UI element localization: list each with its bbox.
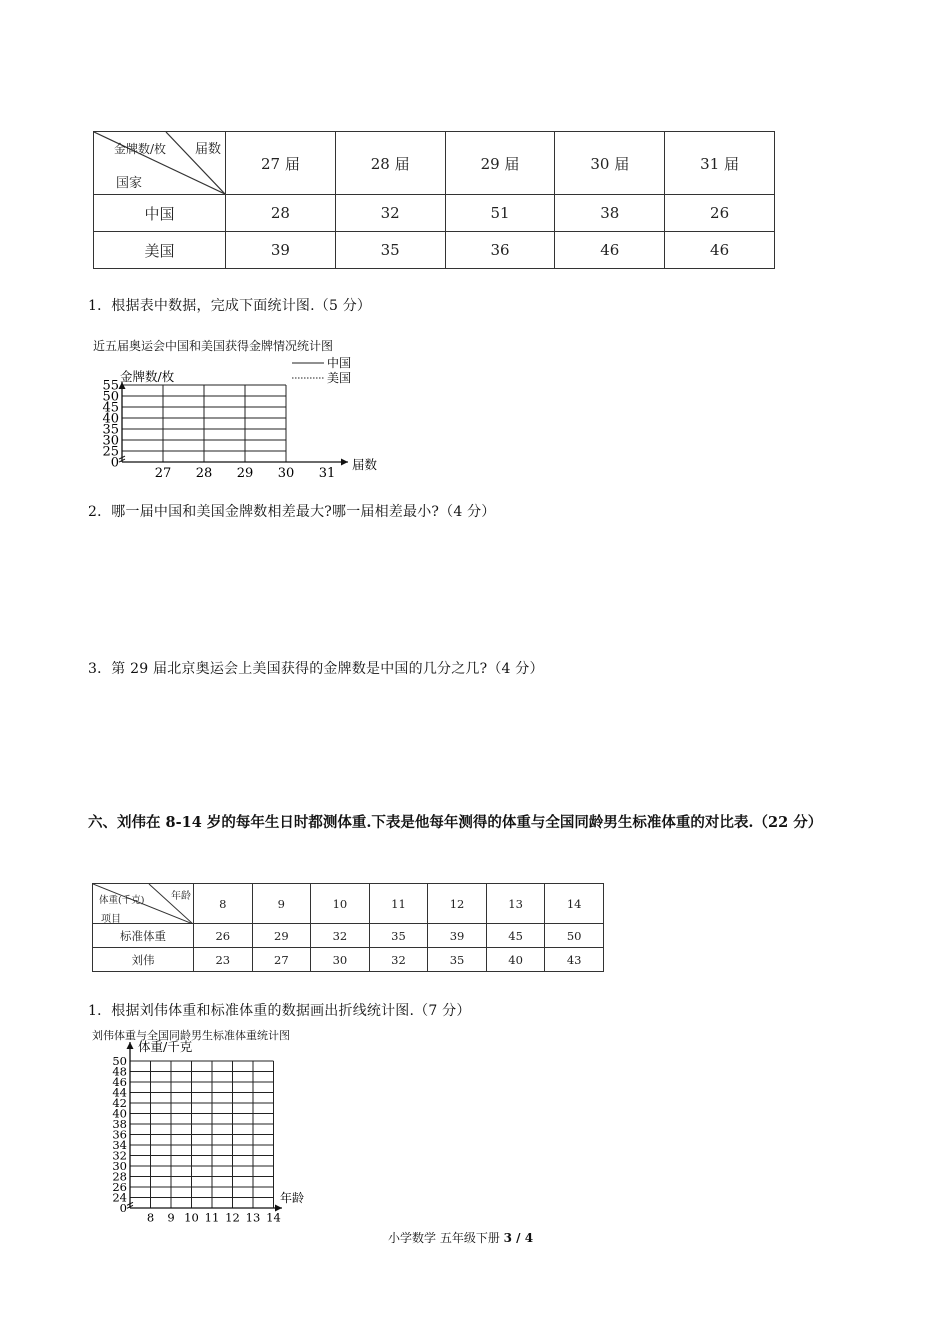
chart2-ytick: 40 [112, 1106, 127, 1121]
legend-china: 中国 [327, 356, 352, 370]
chart1-xlabel: 届数 [352, 457, 378, 472]
chart1-xtick: 30 [277, 466, 295, 478]
table1-cell: 38 [555, 195, 665, 232]
table1-cell: 46 [555, 232, 665, 269]
table1-header: 29 届 [445, 132, 555, 195]
table2-corner-bottom: 项目 [101, 914, 121, 925]
chart2-ytick: 34 [112, 1138, 127, 1153]
chart1-xtick: 28 [195, 466, 213, 478]
table1-corner-cell [94, 132, 226, 195]
table1-corner-top: 届数 [194, 142, 221, 157]
chart1-xtick: 27 [154, 466, 172, 478]
table2-cell: 26 [194, 924, 253, 948]
chart2-ytick: 24 [112, 1190, 127, 1205]
footer-text: 小学数学 五年级下册 [388, 1231, 504, 1245]
table1-corner-bottom: 国家 [116, 176, 143, 191]
chart1-ytick: 30 [102, 433, 119, 449]
chart1-xtick: 31 [318, 466, 336, 478]
table2-corner-mid: 体重(千克) [99, 895, 145, 906]
chart1-ytick: 40 [102, 411, 119, 427]
table2-row-label: 刘伟 [93, 948, 194, 972]
table2-header: 11 [369, 884, 428, 924]
chart1-ytick: 45 [102, 400, 119, 416]
table1-cell: 46 [665, 232, 775, 269]
chart1-ytick: 0 [110, 455, 119, 471]
chart2-grid [100, 1040, 310, 1225]
table2-cell: 50 [545, 924, 604, 948]
question-3: 3．第 29 届北京奥运会上美国获得的金牌数是中国的几分之几?（4 分） [88, 661, 544, 677]
table2-cell: 23 [194, 948, 253, 972]
table-row [93, 948, 604, 972]
table2-cell: 30 [311, 948, 370, 972]
chart2-xtick: 9 [167, 1210, 175, 1225]
table2-cell: 35 [369, 924, 428, 948]
table1-row-label: 美国 [94, 232, 226, 269]
chart2-y-arrow-icon [127, 1042, 134, 1049]
chart2-ytick: 50 [112, 1054, 127, 1069]
chart1-ytick: 35 [102, 422, 119, 438]
chart2-ytick: 46 [112, 1075, 127, 1090]
chart2-title: 刘伟体重与全国同龄男生标准体重统计图 [92, 1029, 290, 1042]
chart2-xtick: 13 [245, 1210, 261, 1225]
chart2-ytick: 44 [112, 1085, 127, 1100]
chart2-ytick: 28 [112, 1169, 127, 1184]
page-number: 3 / 4 [503, 1231, 534, 1245]
chart1-ytick: 25 [102, 444, 119, 460]
chart1-grid [80, 352, 400, 478]
table2-cell: 32 [369, 948, 428, 972]
chart2-xtick: 12 [225, 1210, 240, 1225]
legend-usa: 美国 [327, 371, 352, 385]
chart1-legend [292, 355, 351, 385]
table1-header: 27 届 [226, 132, 336, 195]
chart1-ytick: 55 [102, 378, 119, 394]
table-row [94, 232, 775, 269]
page-footer [388, 1229, 533, 1246]
chart1-title: 近五届奥运会中国和美国获得金牌情况统计图 [93, 339, 334, 353]
table1-row-label: 中国 [94, 195, 226, 232]
table-row [93, 924, 604, 948]
chart2-ylabel: 体重/千克 [138, 1040, 193, 1054]
chart2-ytick: 26 [112, 1180, 127, 1195]
table2-cell: 27 [252, 948, 311, 972]
table2-cell: 35 [428, 948, 487, 972]
chart2-ytick: 30 [112, 1159, 127, 1174]
table1-corner-mid: 金牌数/枚 [114, 142, 167, 156]
table2-cell: 32 [311, 924, 370, 948]
table1-cell: 28 [226, 195, 336, 232]
table1-header: 28 届 [335, 132, 445, 195]
chart1-x-arrow-icon [341, 459, 348, 466]
chart2-ytick: 0 [119, 1201, 127, 1216]
question-1: 1．根据表中数据，完成下面统计图.（5 分） [88, 298, 372, 314]
table2-header: 10 [311, 884, 370, 924]
olympic-medal-table [93, 131, 775, 269]
table1-cell: 32 [335, 195, 445, 232]
table2-cell: 29 [252, 924, 311, 948]
table2-cell: 45 [486, 924, 545, 948]
chart2-ytick: 38 [112, 1117, 127, 1132]
weight-table [92, 883, 604, 972]
table2-header: 14 [545, 884, 604, 924]
chart1-ylabel: 金牌数/枚 [120, 369, 175, 384]
table-row [94, 195, 775, 232]
chart2-xlabel: 年龄 [280, 1191, 305, 1205]
table1-cell: 39 [226, 232, 336, 269]
chart1-xtick: 29 [236, 466, 254, 478]
chart2-xtick: 10 [184, 1210, 199, 1225]
table2-cell: 43 [545, 948, 604, 972]
table2-header: 12 [428, 884, 487, 924]
table1-header: 30 届 [555, 132, 665, 195]
chart1-ytick: 50 [102, 389, 119, 405]
question-2: 2．哪一届中国和美国金牌数相差最大?哪一届相差最小?（4 分） [88, 504, 496, 520]
chart2-xtick: 8 [146, 1210, 155, 1225]
table1-header: 31 届 [665, 132, 775, 195]
chart2-ytick: 42 [112, 1096, 127, 1111]
table1-cell: 51 [445, 195, 555, 232]
table2-header: 13 [486, 884, 545, 924]
chart2-ytick: 32 [112, 1148, 127, 1163]
table2-header: 8 [194, 884, 253, 924]
table2-cell: 39 [428, 924, 487, 948]
chart2-xtick: 14 [266, 1210, 281, 1225]
section-6-heading: 六、刘伟在 8-14 岁的每年生日时都测体重.下表是他每年测得的体重与全国同龄男生标准体重的对比表.（22 分） [88, 814, 823, 831]
table1-cell: 26 [665, 195, 775, 232]
table2-cell: 40 [486, 948, 545, 972]
table2-corner-top: 年龄 [171, 891, 191, 902]
question-4: 1．根据刘伟体重和标准体重的数据画出折线统计图.（7 分） [88, 1003, 471, 1019]
chart2-ytick: 48 [112, 1064, 127, 1079]
table2-corner-cell [93, 884, 194, 924]
table1-cell: 35 [335, 232, 445, 269]
table2-row-label: 标准体重 [93, 924, 194, 948]
table2-header: 9 [252, 884, 311, 924]
table1-cell: 36 [445, 232, 555, 269]
chart2-ytick: 36 [112, 1127, 127, 1142]
chart2-xtick: 11 [204, 1210, 220, 1225]
